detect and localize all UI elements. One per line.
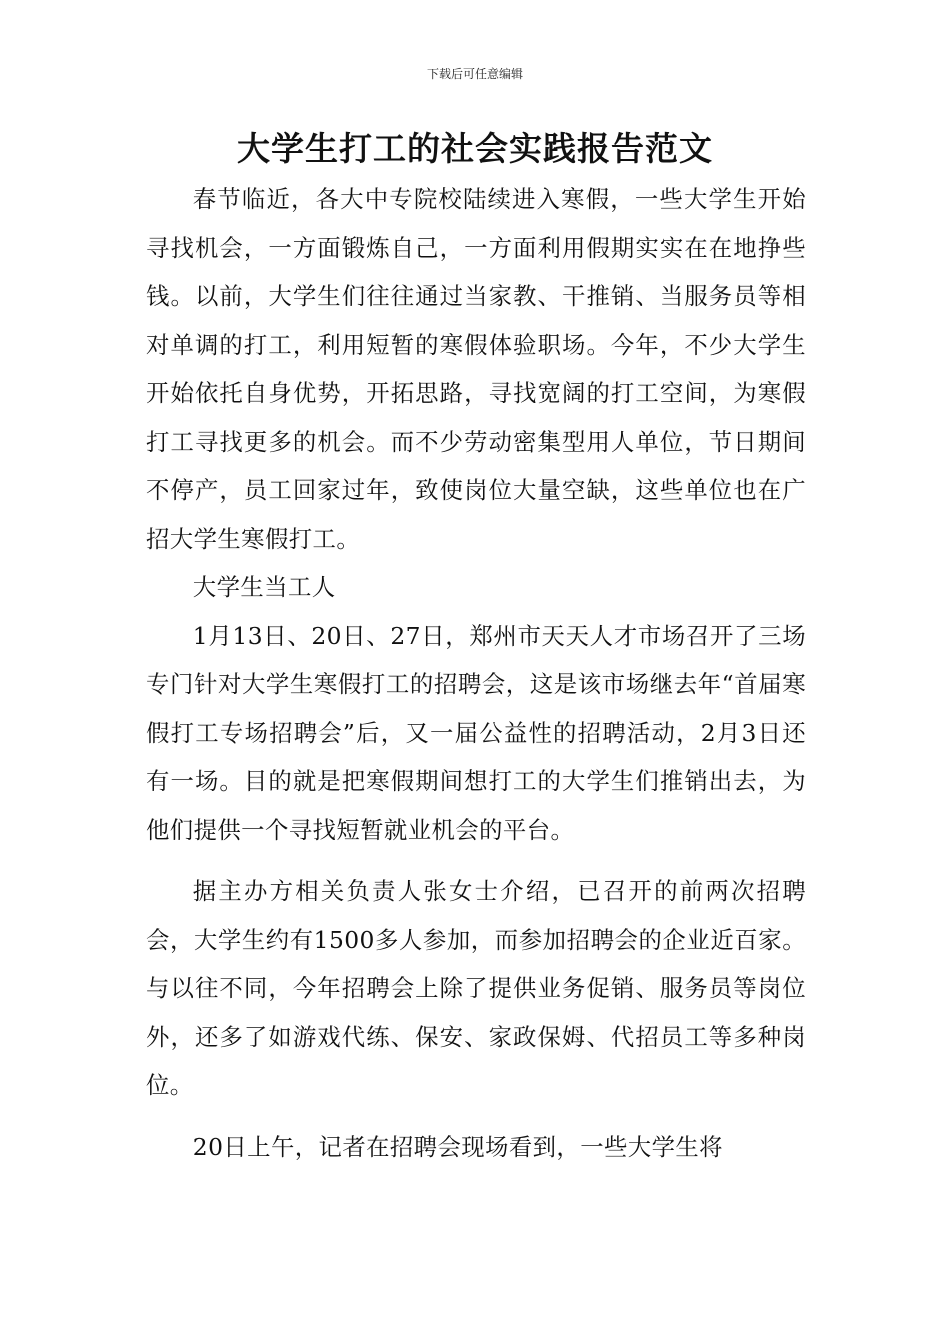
section-heading: 大学生当工人 bbox=[192, 573, 336, 601]
paragraph-organizer-quote: 据主办方相关负责人张女士介绍，已召开的前两次招聘会，大学生约有1500多人参加，而参加招聘会的企业近百家。与以往不同，今年招聘会上除了提供业务促销、服务员等岗位外，还多了如游戏代练、保安、家政保姆、代招员工等多种岗位。 bbox=[146, 877, 806, 1099]
document-body bbox=[146, 175, 806, 1171]
paragraph-intro: 春节临近，各大中专院校陆续进入寒假，一些大学生开始寻找机会，一方面锻炼自己，一方面利用假期实实在在地挣些钱。以前，大学生们往往通过当家教、干推销、当服务员等相对单调的打工，利用短暂的寒假体验职场。今年，不少大学生开始依托自身优势，开拓思路，寻找宽阔的打工空间，为寒假打工寻找更多的机会。而不少劳动密集型用人单位，节日期间不停产，员工回家过年，致使岗位大量空缺，这些单位也在广招大学生寒假打工。 bbox=[146, 185, 806, 553]
paragraph-job-fairs: 1月13日、20日、27日，郑州市天天人才市场召开了三场专门针对大学生寒假打工的招聘会，这是该市场继去年“首届寒假打工专场招聘会”后，又一届公益性的招聘活动，2月3日还有一场。目的就是把寒假期间想打工的大学生们推销出去，为他们提供一个寻找短暂就业机会的平台。 bbox=[146, 621, 806, 844]
header-note: 下载后可任意编辑 bbox=[426, 67, 523, 81]
paragraph-reporter-scene: 20日上午，记者在招聘会现场看到，一些大学生将 bbox=[192, 1132, 723, 1161]
document-title: 大学生打工的社会实践报告范文 bbox=[237, 129, 713, 168]
